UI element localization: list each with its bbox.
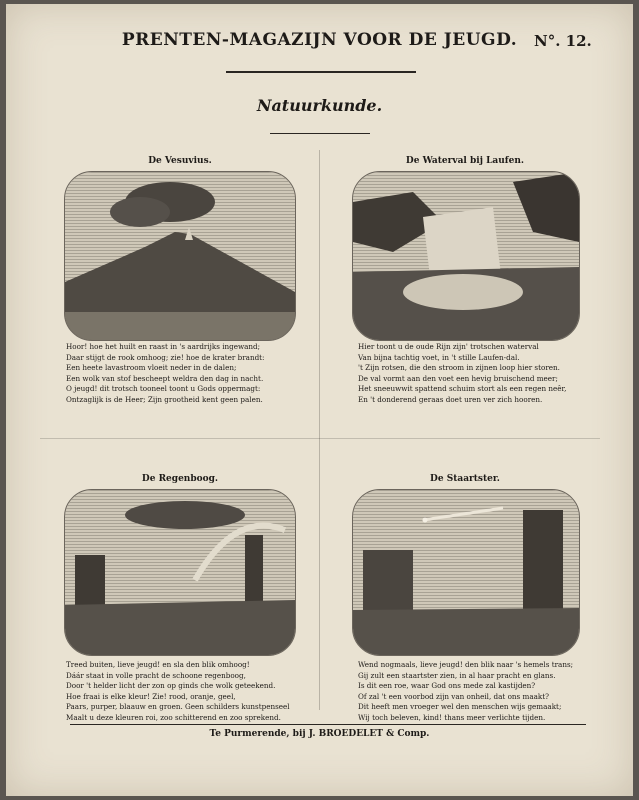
- verse-line: Hoor! hoe het huilt en raast in 's aardrijks ingewand;: [66, 342, 261, 351]
- verse-line: Het sneeuwwit spattend schuim stort als een regen neêr,: [358, 384, 567, 394]
- verse-line: Door 't helder licht der zon op ginds che wolk geteekend.: [66, 681, 276, 691]
- sheet-number: N°. 12.: [534, 32, 592, 50]
- verse-line: Wij toch beleven, kind! thans meer verlichte tijden.: [358, 712, 546, 722]
- verse-line: Treed buiten, lieve jeugd! en sla den blik omhoog!: [66, 660, 250, 669]
- verse-line: Of zal 't een voorbod zijn van onheil, dat ons maakt?: [358, 691, 549, 701]
- engraving-waterval: [352, 171, 580, 341]
- page-title: PRENTEN-MAGAZIJN VOOR DE JEUGD.: [121, 30, 518, 50]
- verse-line: Gij zult een staartster zien, in al haar pracht en glans.: [358, 670, 556, 680]
- verse-line: Ontzaglijk is de Heer; Zijn grootheid kent geen palen.: [66, 394, 263, 404]
- caption-waterval: De Waterval bij Laufen.: [405, 156, 525, 166]
- verse-line: Dit heeft men vroeger wel den menschen wijs gemaakt;: [358, 702, 562, 712]
- verse-vesuvius: [66, 342, 264, 406]
- verse-line: Daar stijgt de rook omhoog; zie! hoe de krater brandt:: [66, 352, 265, 362]
- caption-vesuvius: De Vesuvius.: [148, 156, 212, 166]
- verse-line: De val vormt aan den voet een hevig bruischend meer;: [358, 373, 558, 383]
- engraving-staartster: [352, 489, 580, 656]
- title-rule: [226, 71, 416, 73]
- verse-line: O jeugd! dit trotsch tooneel toont u Gods oppermagt:: [66, 384, 261, 394]
- verse-regenboog: [66, 660, 290, 724]
- caption-regenboog: De Regenboog.: [141, 474, 219, 484]
- verse-line: Hier toont u de oude Rijn zijn' trotschen waterval: [358, 342, 539, 351]
- verse-line: Dáár staat in volle pracht de schoone regenboog,: [66, 670, 246, 680]
- section-subtitle: Natuurkunde.: [256, 96, 383, 115]
- verse-line: Maalt u deze kleuren roi, zoo schitterend en zoo sprekend.: [66, 712, 281, 722]
- verse-line: Hoe fraai is elke kleur! Zie! rood, oranje, geel,: [66, 691, 236, 701]
- engraving-vesuvius: [64, 171, 296, 341]
- publisher-imprint: Te Purmerende, bij J. BROEDELET & Comp.: [209, 729, 430, 739]
- verse-line: Van bijna tachtig voet, in 't stille Laufen-dal.: [358, 352, 520, 362]
- verse-line: Een heete lavastroom vloeit neder in de dalen;: [66, 363, 237, 373]
- column-divider: [319, 150, 320, 710]
- verse-line: Paars, purper, blaauw en groen. Geen schilders kunstpenseel: [66, 702, 290, 712]
- verse-staartster: [358, 660, 573, 724]
- subtitle-rule: [270, 133, 370, 134]
- footer-rule: [70, 724, 586, 725]
- engraving-regenboog: [64, 489, 296, 656]
- verse-line: Is dit een roe, waar God ons mede zal kastijden?: [358, 681, 536, 691]
- row-divider: [40, 438, 600, 439]
- verse-line: En 't donderend geraas doet uren ver zich hooren.: [358, 394, 543, 404]
- verse-line: 't Zijn rotsen, die den stroom in zijnen loop hier storen.: [358, 363, 560, 373]
- verse-line: Wend nogmaals, lieve jeugd! den blik naar 's hemels trans;: [358, 660, 574, 669]
- caption-staartster: De Staartster.: [430, 474, 500, 484]
- verse-waterval: [358, 342, 566, 406]
- verse-line: Een wolk van stof bescheept weldra den dag in nacht.: [66, 373, 264, 383]
